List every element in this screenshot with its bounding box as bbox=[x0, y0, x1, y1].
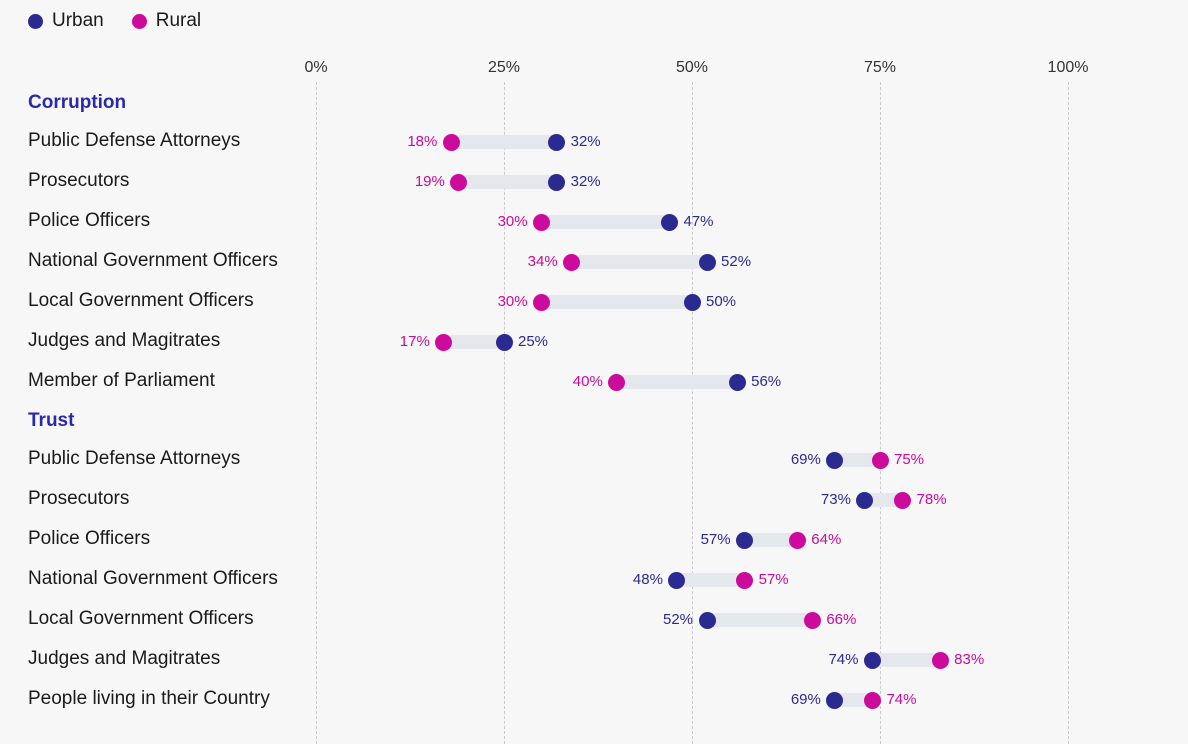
data-point-urban bbox=[661, 214, 678, 231]
value-label-urban: 48% bbox=[632, 571, 663, 588]
data-point-rural bbox=[533, 214, 550, 231]
row-label: Public Defense Attorneys bbox=[28, 448, 241, 469]
data-point-urban bbox=[856, 492, 873, 509]
data-point-rural bbox=[804, 612, 821, 629]
row-label: Judges and Magitrates bbox=[28, 330, 221, 351]
data-point-urban bbox=[699, 254, 716, 271]
row-label: Judges and Magitrates bbox=[28, 648, 221, 669]
row-label: Local Government Officers bbox=[28, 290, 254, 311]
value-label-urban: 56% bbox=[751, 373, 782, 390]
value-label-rural: 34% bbox=[527, 253, 558, 270]
row-label: National Government Officers bbox=[28, 568, 278, 589]
value-label-urban: 69% bbox=[790, 451, 821, 468]
row-label: Prosecutors bbox=[28, 170, 130, 191]
row-label: National Government Officers bbox=[28, 250, 278, 271]
value-label-urban: 25% bbox=[518, 333, 549, 350]
gridline bbox=[692, 82, 693, 744]
value-label-rural: 64% bbox=[811, 531, 842, 548]
connector-bar bbox=[459, 175, 557, 189]
group-title-corruption: Corruption bbox=[28, 92, 127, 113]
value-label-urban: 32% bbox=[570, 133, 601, 150]
value-label-rural: 40% bbox=[572, 373, 603, 390]
chart-legend bbox=[28, 10, 201, 32]
value-label-rural: 66% bbox=[826, 611, 857, 628]
connector-bar bbox=[707, 613, 812, 627]
data-point-rural bbox=[563, 254, 580, 271]
data-point-urban bbox=[826, 692, 843, 709]
connector-bar bbox=[542, 295, 692, 309]
row-label: Member of Parliament bbox=[28, 370, 215, 391]
row-label: Police Officers bbox=[28, 210, 151, 231]
value-label-urban: 74% bbox=[828, 651, 859, 668]
x-axis-tick-label: 25% bbox=[487, 59, 521, 76]
data-point-urban bbox=[699, 612, 716, 629]
connector-bar bbox=[572, 255, 707, 269]
legend-item-urban bbox=[28, 10, 104, 32]
data-point-urban bbox=[548, 134, 565, 151]
data-point-rural bbox=[533, 294, 550, 311]
row-label: Local Government Officers bbox=[28, 608, 254, 629]
legend-label-urban: Urban bbox=[52, 10, 104, 31]
legend-dot-rural bbox=[132, 14, 147, 29]
data-point-rural bbox=[864, 692, 881, 709]
value-label-urban: 57% bbox=[700, 531, 731, 548]
x-axis-tick-label: 75% bbox=[863, 59, 897, 76]
data-point-rural bbox=[608, 374, 625, 391]
data-point-rural bbox=[932, 652, 949, 669]
value-label-rural: 78% bbox=[916, 491, 947, 508]
data-point-rural bbox=[789, 532, 806, 549]
x-axis-tick-label: 50% bbox=[675, 59, 709, 76]
legend-dot-urban bbox=[28, 14, 43, 29]
value-label-urban: 52% bbox=[663, 611, 694, 628]
row-label: Prosecutors bbox=[28, 488, 130, 509]
value-label-rural: 74% bbox=[886, 691, 917, 708]
gridline bbox=[316, 82, 317, 744]
connector-bar bbox=[872, 653, 940, 667]
connector-bar bbox=[617, 375, 737, 389]
connector-bar bbox=[677, 573, 745, 587]
value-label-urban: 32% bbox=[570, 173, 601, 190]
gridline bbox=[1068, 82, 1069, 744]
value-label-rural: 57% bbox=[758, 571, 789, 588]
value-label-urban: 50% bbox=[706, 293, 737, 310]
data-point-rural bbox=[435, 334, 452, 351]
value-label-urban: 69% bbox=[790, 691, 821, 708]
row-label: Police Officers bbox=[28, 528, 151, 549]
data-point-rural bbox=[450, 174, 467, 191]
value-label-rural: 17% bbox=[399, 333, 430, 350]
gridline bbox=[880, 82, 881, 744]
legend-label-rural: Rural bbox=[155, 10, 202, 31]
plot-area bbox=[0, 56, 1188, 744]
data-point-rural bbox=[443, 134, 460, 151]
connector-bar bbox=[444, 335, 504, 349]
group-title-trust: Trust bbox=[28, 410, 75, 431]
connector-bar bbox=[542, 215, 670, 229]
data-point-urban bbox=[668, 572, 685, 589]
value-label-rural: 19% bbox=[414, 173, 445, 190]
value-label-rural: 30% bbox=[497, 213, 528, 230]
value-label-urban: 73% bbox=[820, 491, 851, 508]
data-point-urban bbox=[864, 652, 881, 669]
data-point-rural bbox=[894, 492, 911, 509]
data-point-urban bbox=[496, 334, 513, 351]
data-point-urban bbox=[684, 294, 701, 311]
data-point-rural bbox=[736, 572, 753, 589]
connector-bar bbox=[451, 135, 556, 149]
data-point-rural bbox=[872, 452, 889, 469]
x-axis-tick-label: 0% bbox=[304, 59, 328, 76]
value-label-rural: 30% bbox=[497, 293, 528, 310]
data-point-urban bbox=[736, 532, 753, 549]
value-label-rural: 75% bbox=[894, 451, 925, 468]
x-axis-tick-label: 100% bbox=[1047, 59, 1089, 76]
data-point-urban bbox=[729, 374, 746, 391]
row-label: People living in their Country bbox=[28, 688, 270, 709]
value-label-urban: 47% bbox=[683, 213, 714, 230]
data-point-urban bbox=[826, 452, 843, 469]
value-label-urban: 52% bbox=[721, 253, 752, 270]
data-point-urban bbox=[548, 174, 565, 191]
value-label-rural: 18% bbox=[407, 133, 438, 150]
row-label: Public Defense Attorneys bbox=[28, 130, 241, 151]
legend-item-rural bbox=[132, 10, 201, 32]
value-label-rural: 83% bbox=[954, 651, 985, 668]
